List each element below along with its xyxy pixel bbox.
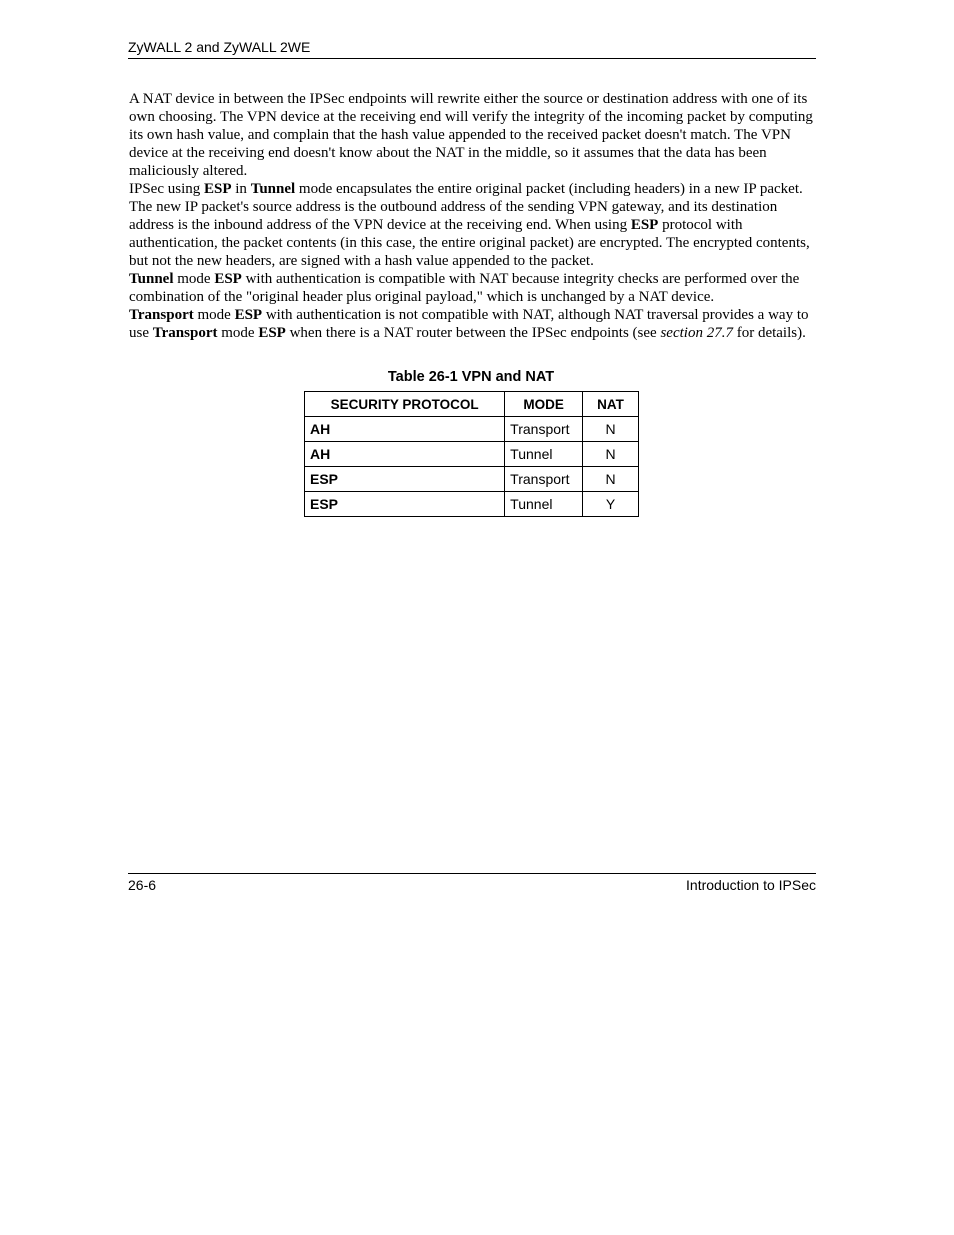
- bold-term: Tunnel: [250, 181, 296, 197]
- text-run: IPSec using: [129, 181, 204, 197]
- header-nat: NAT: [583, 392, 639, 417]
- cell-mode: Tunnel: [505, 442, 583, 467]
- cell-nat: Y: [583, 492, 639, 517]
- bold-term: Transport: [129, 307, 194, 323]
- cell-mode: Tunnel: [505, 492, 583, 517]
- text-run: mode: [173, 271, 215, 287]
- cell-mode: Transport: [505, 467, 583, 492]
- cell-security-protocol: AH: [305, 417, 505, 442]
- text-run: protocol with authentication, the packet contents (in this case, the entire original packet) are encrypted. The encrypted contents, but not the new headers, are signed with a hash value appended to the packet.: [129, 217, 810, 269]
- body-text: [129, 90, 815, 342]
- bold-term: Transport: [152, 325, 218, 341]
- vpn-nat-table: [304, 391, 639, 517]
- table-row: [305, 492, 639, 517]
- text-run: mode: [217, 325, 259, 341]
- cell-nat: N: [583, 417, 639, 442]
- cell-security-protocol: AH: [305, 442, 505, 467]
- paragraph-tunnel-compatible: [129, 270, 815, 306]
- text-run: mode: [193, 307, 235, 323]
- header-security-protocol: SECURITY PROTOCOL: [305, 392, 505, 417]
- paragraph-nat-rewrite: [129, 90, 815, 180]
- bold-term: ESP: [204, 181, 232, 197]
- page-number: 26-6: [128, 877, 157, 893]
- paragraph-text: A NAT device in between the IPSec endpoints will rewrite either the source or destination address with one of its own choosing. The VPN device at the receiving end will verify the integrity of the incoming packet by computing its own hash value, and complain that the hash value appended to the received packet doesn't match. The VPN device at the receiving end doesn't know about the NAT in the middle, so it assumes that the data has been maliciously altered.: [129, 91, 813, 179]
- bold-term: ESP: [630, 217, 659, 233]
- page-header: [128, 38, 816, 59]
- table-header-row: [305, 392, 639, 417]
- section-reference: section 27.7: [660, 325, 733, 341]
- cell-security-protocol: ESP: [305, 492, 505, 517]
- cell-nat: N: [583, 467, 639, 492]
- text-run: mode encapsulates the entire original packet (including headers) in a new IP packet. The new IP packet's source address is the outbound address of the sending VPN gateway, and its destination address is the inbound address of the VPN device at the receiving end. When using: [129, 181, 803, 233]
- text-run: when there is a NAT router between the IPSec endpoints (see: [285, 325, 661, 341]
- table-row: [305, 442, 639, 467]
- header-mode: MODE: [505, 392, 583, 417]
- bold-term: Tunnel: [129, 271, 174, 287]
- text-run: for details).: [732, 325, 806, 341]
- cell-mode: Transport: [505, 417, 583, 442]
- page-footer: [128, 873, 816, 894]
- header-title: ZyWALL 2 and ZyWALL 2WE: [128, 39, 311, 55]
- table-row: [305, 467, 639, 492]
- bold-term: ESP: [258, 325, 286, 341]
- paragraph-esp-tunnel: [129, 180, 815, 270]
- text-run: with authentication is compatible with NAT because integrity checks are performed over the combination of the "original header plus original payload," which is unchanged by a NAT device.: [129, 271, 800, 305]
- text-run: in: [231, 181, 251, 197]
- chapter-title: Introduction to IPSec: [686, 877, 816, 893]
- text-run: with authentication is not compatible with NAT, although NAT traversal provides a way to use: [129, 307, 809, 341]
- cell-security-protocol: ESP: [305, 467, 505, 492]
- paragraph-transport-incompatible: [129, 306, 815, 342]
- cell-nat: N: [583, 442, 639, 467]
- bold-term: ESP: [214, 271, 242, 287]
- bold-term: ESP: [234, 307, 263, 323]
- table-caption: Table 26-1 VPN and NAT: [387, 369, 555, 385]
- table-row: [305, 417, 639, 442]
